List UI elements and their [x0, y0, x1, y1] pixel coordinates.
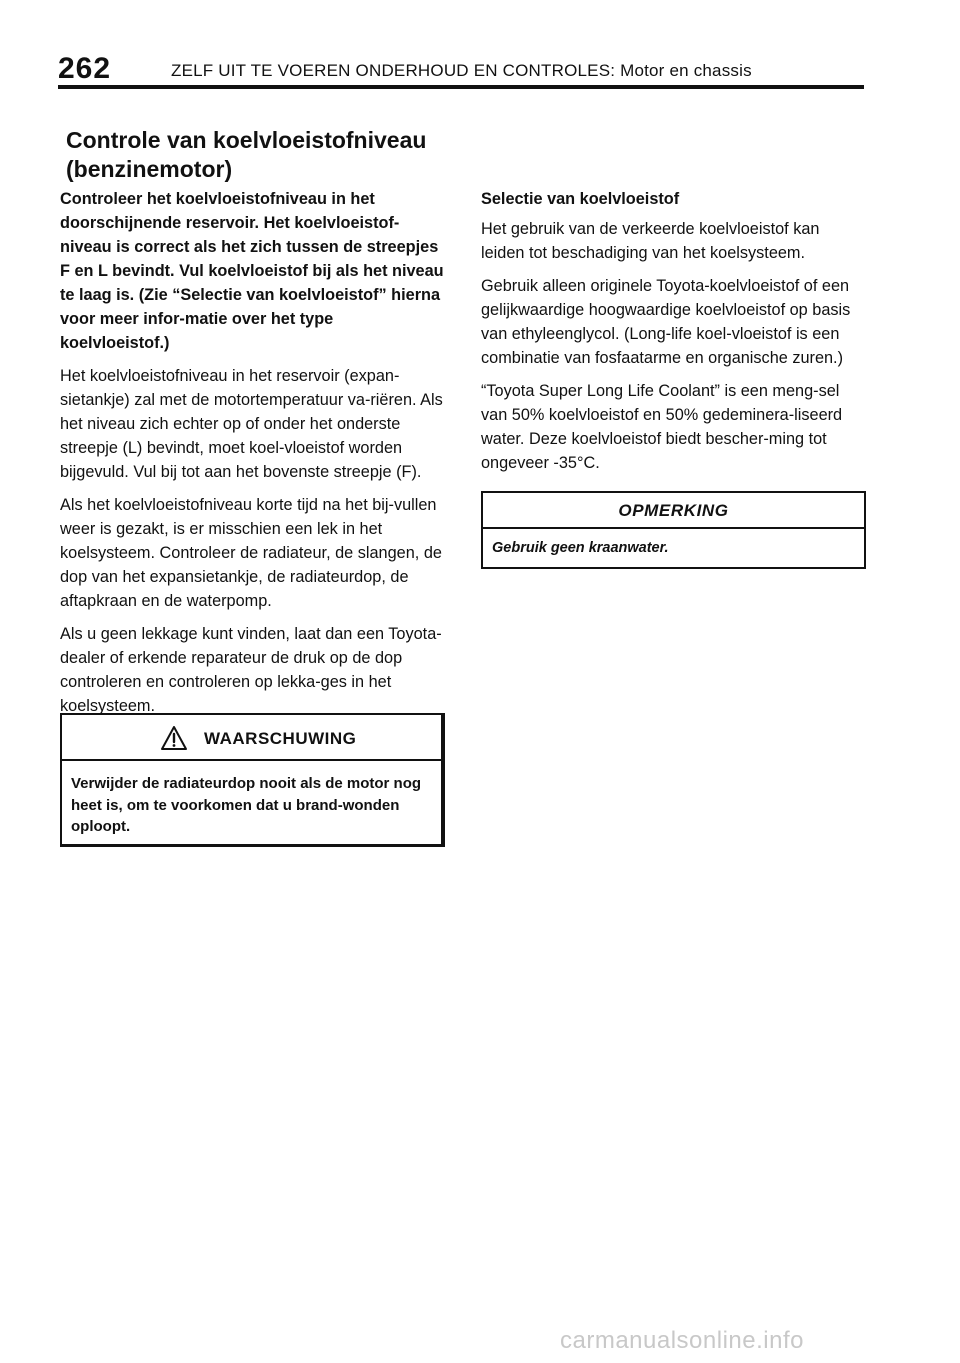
- page-number: 262: [58, 52, 112, 85]
- running-title: ZELF UIT TE VOEREN ONDERHOUD EN CONTROLES: Motor en chassis: [171, 61, 752, 80]
- warning-text: Verwijder de radiateurdop nooit als de motor nog heet is, om te voorkomen dat u brand-wonden oploopt.: [71, 775, 422, 835]
- dealer-paragraph: Als u geen lekkage kunt vinden, laat dan een Toyota-dealer of erkende reparateur de druk op de dop controleren en controleren op lekka-ges in het koelsysteem.: [60, 625, 442, 715]
- left-column: [60, 187, 445, 727]
- original-coolant-paragraph: Gebruik alleen originele Toyota-koelvloeistof of een gelijkwaardige hoogwaardige koelvloeistof op basis van ethyleenglycol. (Long-life koel-vloeistof is een combinatie van fosfaatarme en organische zuren.): [481, 277, 851, 367]
- intro-paragraph: Controleer het koelvloeistofniveau in het doorschijnende reservoir. Het koelvloeistof-niveau is correct als het zich tussen de streepjes F en L bevindt. Vul koelvloeistof bij als het niveau te laag is. (Zie “Selectie van koelvloeistof” hierna voor meer infor-matie over het type koelvloeistof.): [60, 190, 444, 352]
- wrong-coolant-paragraph: Het gebruik van de verkeerde koelvloeistof kan leiden tot beschadiging van het koelsysteem.: [481, 220, 820, 262]
- note-box: [481, 491, 866, 569]
- note-title: OPMERKING: [618, 501, 729, 520]
- leak-paragraph: Als het koelvloeistofniveau korte tijd na het bij-vullen weer is gezakt, is er misschien een lek in het koelsysteem. Controleer de radiateur, de slangen, de dop van het expansietankje, de radiateurdop, de aftapkraan en de waterpomp.: [60, 496, 442, 610]
- header-rule: [58, 85, 864, 89]
- section-heading: Controle van koelvloeistofniveau (benzinemotor): [66, 127, 427, 182]
- right-column: [481, 187, 866, 484]
- note-header: [483, 493, 864, 529]
- warning-triangle-icon: [160, 725, 188, 751]
- level-paragraph: Het koelvloeistofniveau in het reservoir (expan-sietankje) zal met de motortemperatuur va-riëren. Als het niveau zich echter op of onder het onderste streepje (L) bevindt, moet koel-vloeistof worden bijgevuld. Vul bij tot aan het bovenste streepje (F).: [60, 367, 443, 481]
- note-text: Gebruik geen kraanwater.: [492, 540, 669, 556]
- coolant-subheading: Selectie van koelvloeistof: [481, 190, 680, 208]
- warning-title: WAARSCHUWING: [204, 729, 357, 748]
- watermark: carmanualsonline.info: [560, 1327, 804, 1354]
- super-long-life-paragraph: “Toyota Super Long Life Coolant” is een meng-sel van 50% koelvloeistof en 50% gedeminera-liseerd water. Deze koelvloeistof biedt bescher-ming tot ongeveer -35°C.: [481, 382, 843, 472]
- warning-box: [60, 713, 445, 847]
- warning-header: [62, 715, 441, 761]
